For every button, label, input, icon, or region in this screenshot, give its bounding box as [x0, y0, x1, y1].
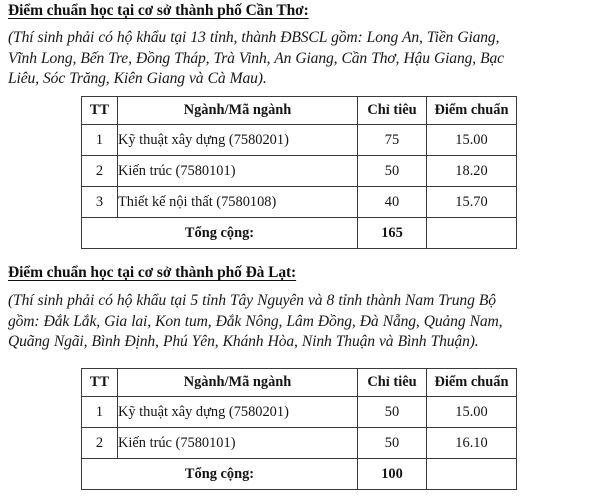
column-header-quota: Chỉ tiêu [358, 369, 427, 397]
table-row [82, 125, 517, 156]
column-header-quota: Chỉ tiêu [358, 97, 427, 125]
cell-major: Kỹ thuật xây dựng (7580201) [118, 397, 358, 428]
cell-major: Kiến trúc (7580101) [118, 428, 358, 459]
section-heading-can-tho: Điểm chuẩn học tại cơ sở thành phố Cần Thơ: [8, 2, 309, 19]
cell-quota: 50 [358, 428, 427, 459]
table-row [82, 156, 517, 187]
cell-major: Kỹ thuật xây dựng (7580201) [118, 125, 358, 156]
cell-quota: 40 [358, 187, 427, 218]
cell-tt: 2 [82, 428, 118, 459]
cell-quota: 50 [358, 397, 427, 428]
column-header-tt: TT [82, 97, 118, 125]
eligibility-note-da-lat [8, 291, 593, 353]
score-table-can-tho [81, 96, 517, 249]
note-line: Liêu, Sóc Trăng, Kiên Giang và Cà Mau). [8, 70, 267, 88]
cell-quota: 75 [358, 125, 427, 156]
table-header-row [82, 369, 517, 397]
column-header-major: Ngành/Mã ngành [118, 369, 358, 397]
note-line: (Thí sinh phải có hộ khẩu tại 13 tỉnh, thành ĐBSCL gồm: Long An, Tiền Giang, [8, 29, 500, 46]
score-table-da-lat [81, 368, 517, 490]
section-heading-da-lat: Điểm chuẩn học tại cơ sở thành phố Đà Lạt: [8, 264, 297, 281]
note-line: (Thí sinh phải có hộ khẩu tại 5 tỉnh Tây Nguyên và 8 tỉnh thành Nam Trung Bộ [8, 292, 496, 309]
total-score [427, 459, 517, 490]
note-line: Quãng Ngãi, Bình Định, Phú Yên, Khánh Hòa, Ninh Thuận và Bình Thuận). [8, 333, 479, 351]
column-header-score: Điểm chuẩn [427, 369, 517, 397]
table-total-row [82, 459, 517, 490]
table-header-row [82, 97, 517, 125]
cell-score: 15.70 [427, 187, 517, 218]
cell-major: Thiết kế nội thất (7580108) [118, 187, 358, 218]
table-row [82, 428, 517, 459]
cell-quota: 50 [358, 156, 427, 187]
cell-tt: 1 [82, 125, 118, 156]
cell-score: 15.00 [427, 125, 517, 156]
eligibility-note-can-tho [8, 28, 593, 90]
table-total-row [82, 218, 517, 249]
table-row [82, 187, 517, 218]
cell-score: 16.10 [427, 428, 517, 459]
total-label: Tổng cộng: [82, 218, 358, 249]
note-line: gồm: Đắk Lắk, Gia lai, Kon tum, Đắk Nông, Lâm Đồng, Đà Nẵng, Quảng Nam, [8, 312, 503, 330]
cell-tt: 1 [82, 397, 118, 428]
cell-score: 15.00 [427, 397, 517, 428]
table-row [82, 397, 517, 428]
column-header-major: Ngành/Mã ngành [118, 97, 358, 125]
total-quota: 165 [358, 218, 427, 249]
total-quota: 100 [358, 459, 427, 490]
cell-score: 18.20 [427, 156, 517, 187]
total-label: Tổng cộng: [82, 459, 358, 490]
cell-major: Kiến trúc (7580101) [118, 156, 358, 187]
cell-tt: 2 [82, 156, 118, 187]
column-header-score: Điểm chuẩn [427, 97, 517, 125]
cell-tt: 3 [82, 187, 118, 218]
note-line: Vĩnh Long, Bến Tre, Đồng Tháp, Trà Vinh, An Giang, Cần Thơ, Hậu Giang, Bạc [8, 49, 504, 67]
column-header-tt: TT [82, 369, 118, 397]
total-score [427, 218, 517, 249]
